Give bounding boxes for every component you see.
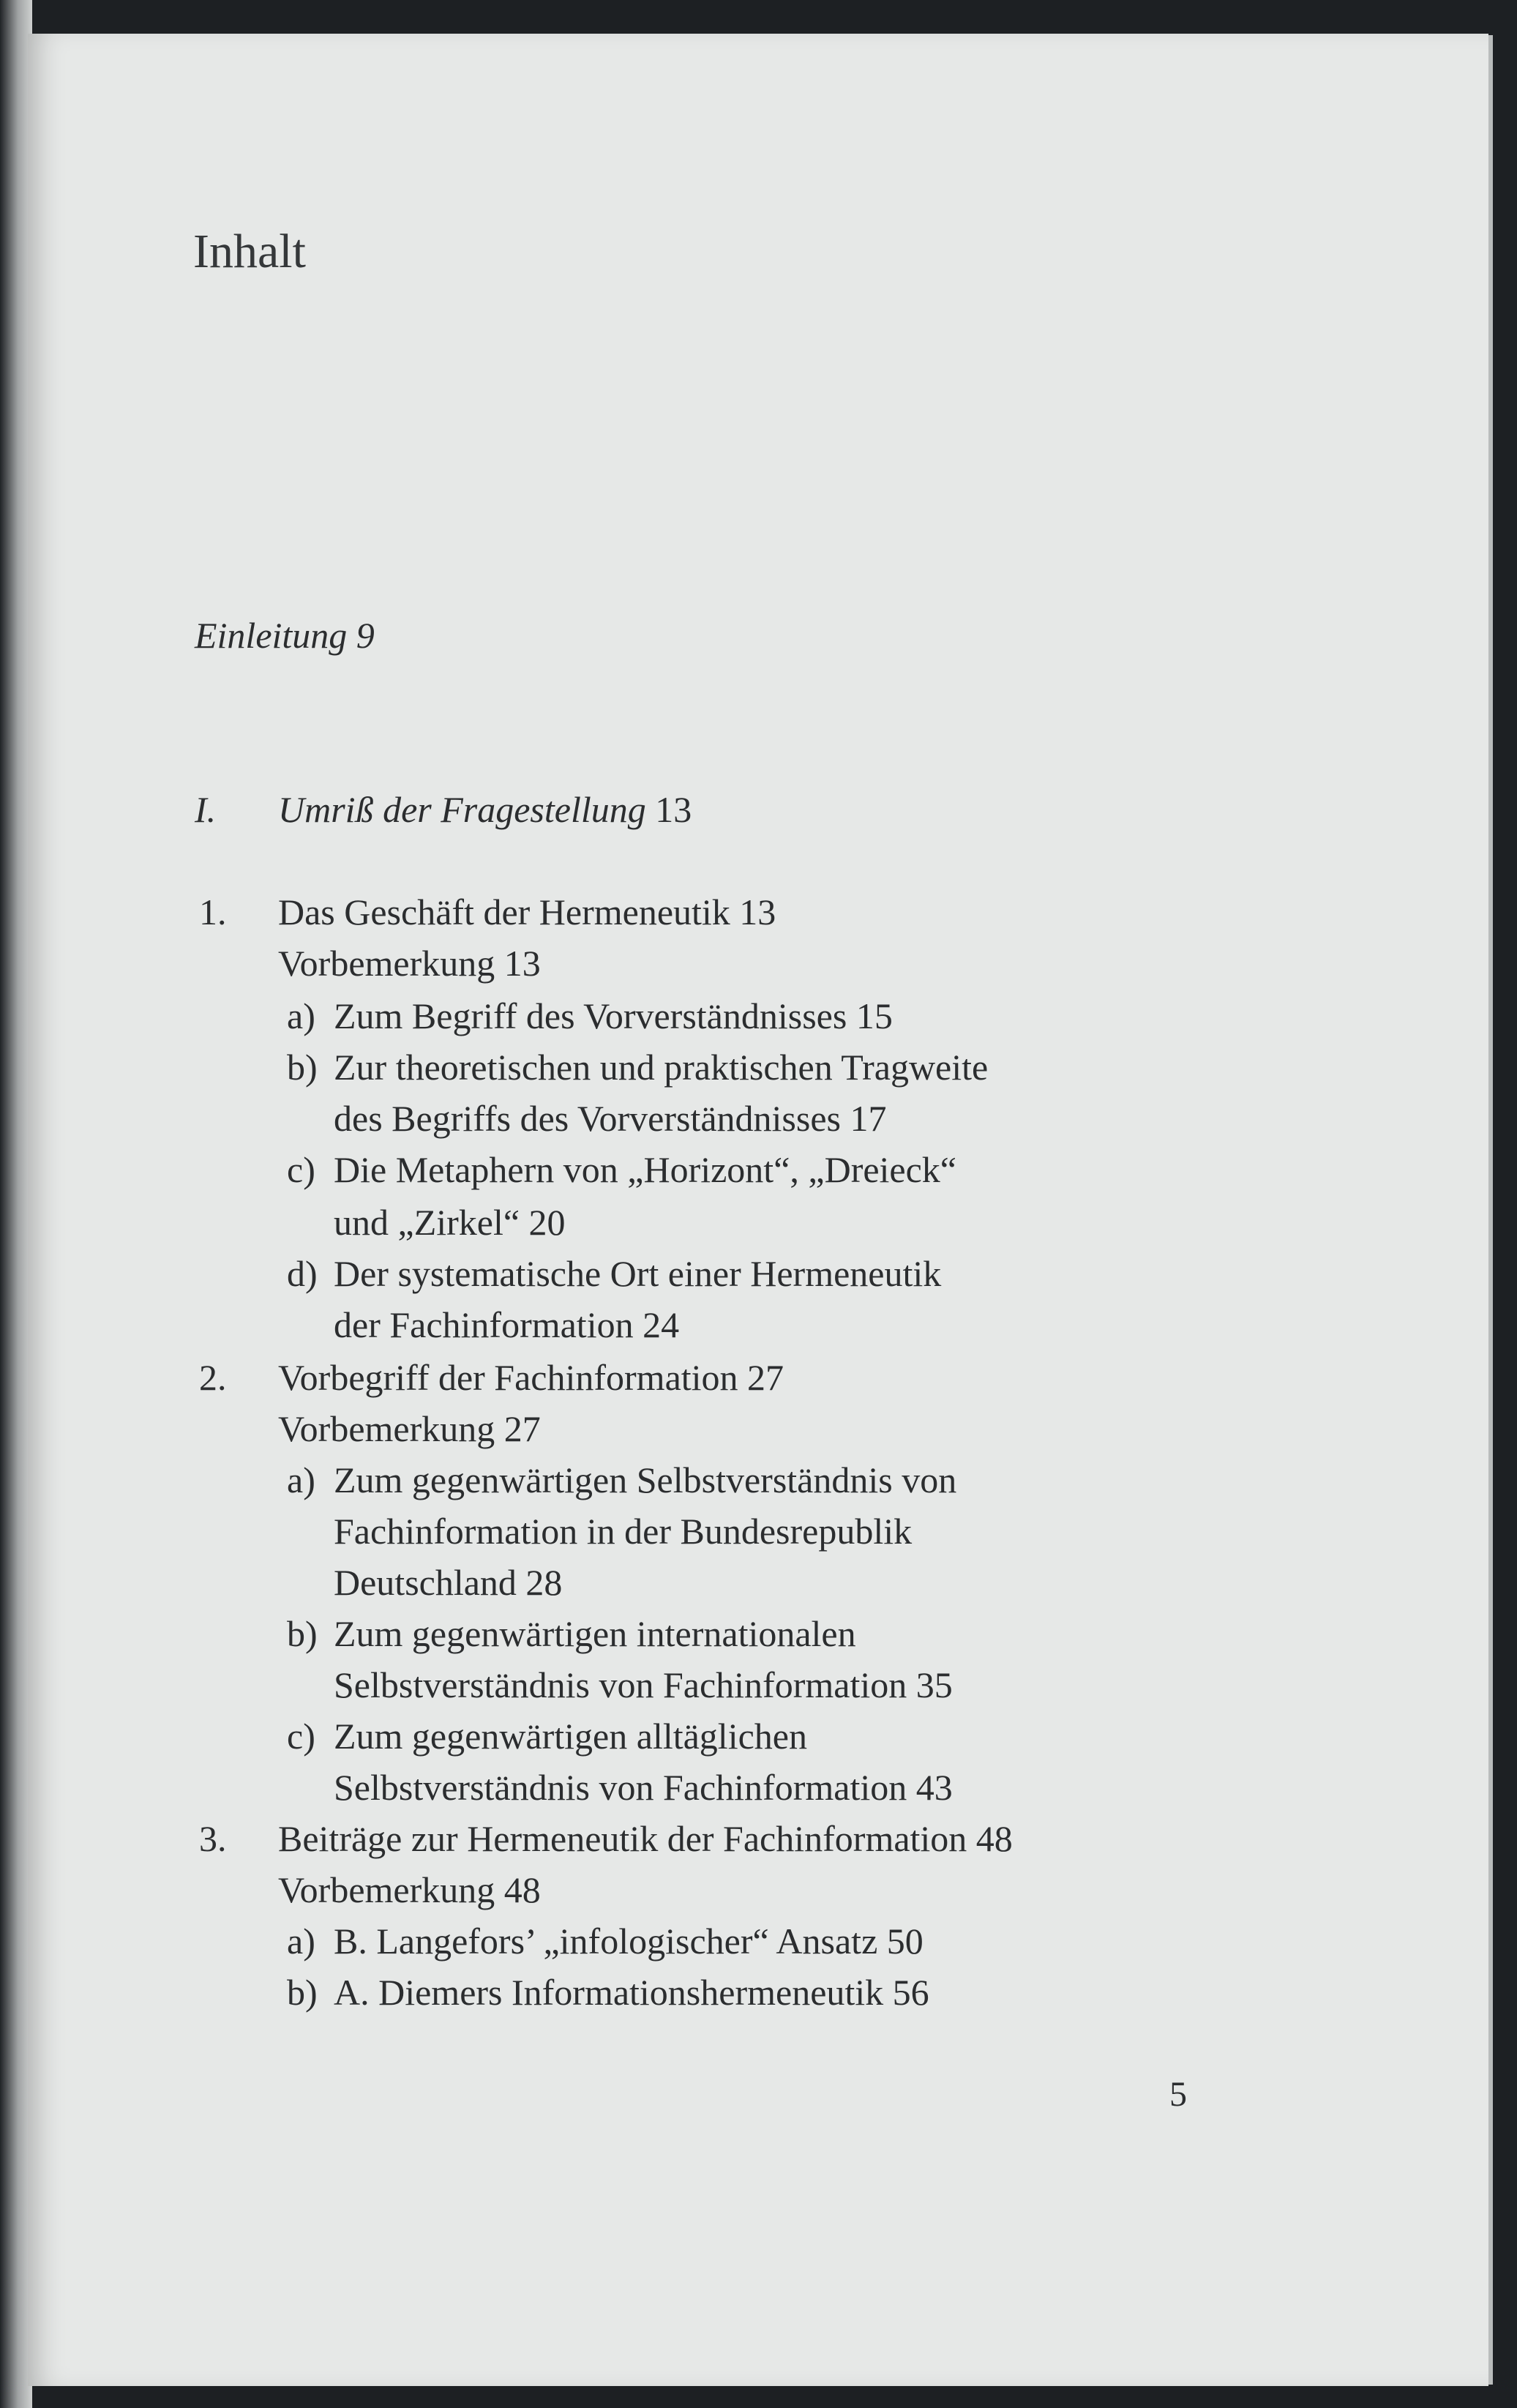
part-roman-numeral: I. (195, 789, 217, 830)
book-page (28, 34, 1488, 2386)
section-title: Das Geschäft der Hermeneutik 13 (278, 891, 776, 932)
part-page: 13 (655, 789, 692, 830)
subsection-label: a) (287, 1921, 315, 1962)
subsection-text: Zum gegenwärtigen internationalen (334, 1613, 856, 1654)
subsection-label: c) (287, 1149, 315, 1190)
subsection-text: B. Langefors’ „infologischer“ Ansatz 50 (334, 1921, 924, 1962)
subsection-text: der Fachinformation 24 (334, 1304, 680, 1345)
section-number: 3. (199, 1818, 227, 1859)
subsection-text: Deutschland 28 (334, 1562, 563, 1603)
subsection-label: a) (287, 995, 315, 1036)
subsection-text: A. Diemers Informationshermeneutik 56 (334, 1972, 929, 2013)
subsection-label: a) (287, 1459, 315, 1500)
subsection-label: b) (287, 1047, 318, 1088)
subsection-text: und „Zirkel“ 20 (334, 1202, 566, 1243)
section-vorbemerkung: Vorbemerkung 48 (278, 1869, 541, 1910)
toc-einleitung: Einleitung 9 (195, 615, 375, 656)
subsection-label: b) (287, 1972, 318, 2013)
subsection-text: Zum Begriff des Vorverständnisses 15 (334, 995, 893, 1036)
subsection-text: Fachinformation in der Bundesrepublik (334, 1511, 913, 1552)
subsection-text: Zum gegenwärtigen Selbstverständnis von (334, 1459, 957, 1500)
section-title: Beiträge zur Hermeneutik der Fachinformation 48 (278, 1818, 1013, 1859)
subsection-text: Zur theoretischen und praktischen Tragweite (334, 1047, 989, 1088)
subsection-label: b) (287, 1613, 318, 1654)
page-title: Inhalt (193, 225, 306, 278)
subsection-label: c) (287, 1716, 315, 1757)
subsection-text: des Begriffs des Vorverständnisses 17 (334, 1098, 887, 1139)
part-title: Umriß der Fragestellung (278, 789, 646, 830)
subsection-label: d) (287, 1253, 318, 1294)
section-vorbemerkung: Vorbemerkung 27 (278, 1408, 541, 1449)
subsection-text: Selbstverständnis von Fachinformation 43 (334, 1767, 953, 1808)
subsection-text: Die Metaphern von „Horizont“, „Dreieck“ (334, 1149, 957, 1190)
section-vorbemerkung: Vorbemerkung 13 (278, 943, 541, 984)
subsection-text: Zum gegenwärtigen alltäglichen (334, 1716, 807, 1757)
section-number: 1. (199, 891, 227, 932)
section-title: Vorbegriff der Fachinformation 27 (278, 1357, 784, 1398)
subsection-text: Der systematische Ort einer Hermeneutik (334, 1253, 942, 1294)
section-number: 2. (199, 1357, 227, 1398)
part-title-line (278, 788, 692, 831)
subsection-text: Selbstverständnis von Fachinformation 35 (334, 1664, 953, 1705)
page-number: 5 (1169, 2075, 1187, 2114)
